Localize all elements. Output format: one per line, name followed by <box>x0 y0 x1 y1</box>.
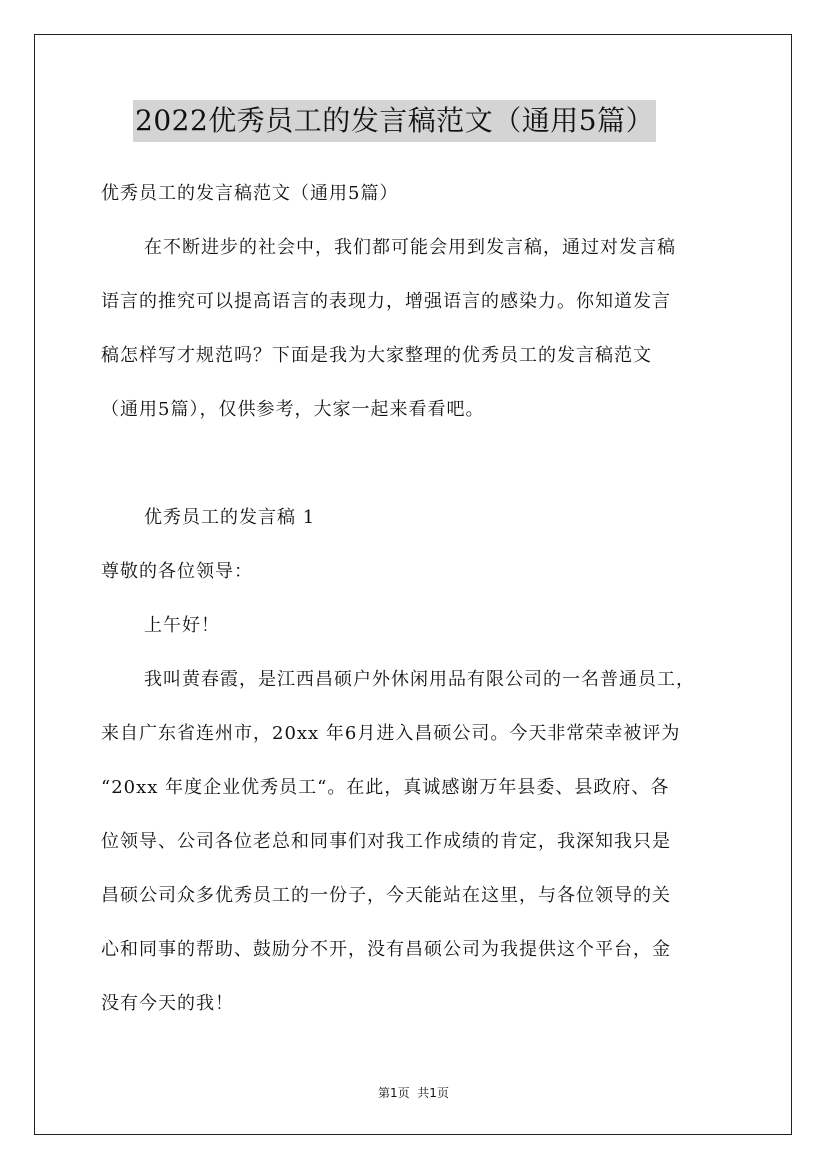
subtitle: 优秀员工的发言稿范文（通用5篇） <box>101 183 399 204</box>
body-line-5: 昌硕公司众多优秀员工的一份子，今天能站在这里，与各位领导的关 <box>101 885 671 906</box>
body-line-3: “20xx 年度企业优秀员工“。在此，真诚感谢万年县委、县政府、各 <box>101 777 670 798</box>
page-number-footer: 第1页 共1页 <box>378 1086 449 1100</box>
intro-line-2: 语言的推究可以提高语言的表现力，增强语言的感染力。你知道发言 <box>101 291 671 312</box>
body-line-6: 心和同事的帮助、鼓励分不开，没有昌硕公司为我提供这个平台，金 <box>101 939 671 960</box>
body-line-4: 位领导、公司各位老总和同事们对我工作成绩的肯定，我深知我只是 <box>101 831 671 852</box>
intro-line-1: 在不断进步的社会中，我们都可能会用到发言稿，通过对发言稿 <box>144 237 676 258</box>
section-heading: 优秀员工的发言稿 1 <box>144 507 316 528</box>
greeting: 上午好！ <box>144 615 220 636</box>
salutation: 尊敬的各位领导： <box>101 561 253 582</box>
intro-line-3: 稿怎样写才规范吗？下面是我为大家整理的优秀员工的发言稿范文 <box>101 345 652 366</box>
body-line-7: 没有今天的我！ <box>101 993 234 1014</box>
body-line-1: 我叫黄春霞，是江西昌硕户外休闲用品有限公司的一名普通员工， <box>144 669 695 690</box>
document-title: 2022优秀员工的发言稿范文（通用5篇） <box>133 100 656 142</box>
intro-line-4: （通用5篇），仅供参考，大家一起来看看吧。 <box>101 399 485 420</box>
body-line-2: 来自广东省连州市，20xx 年6月进入昌硕公司。今天非常荣幸被评为 <box>101 723 681 744</box>
